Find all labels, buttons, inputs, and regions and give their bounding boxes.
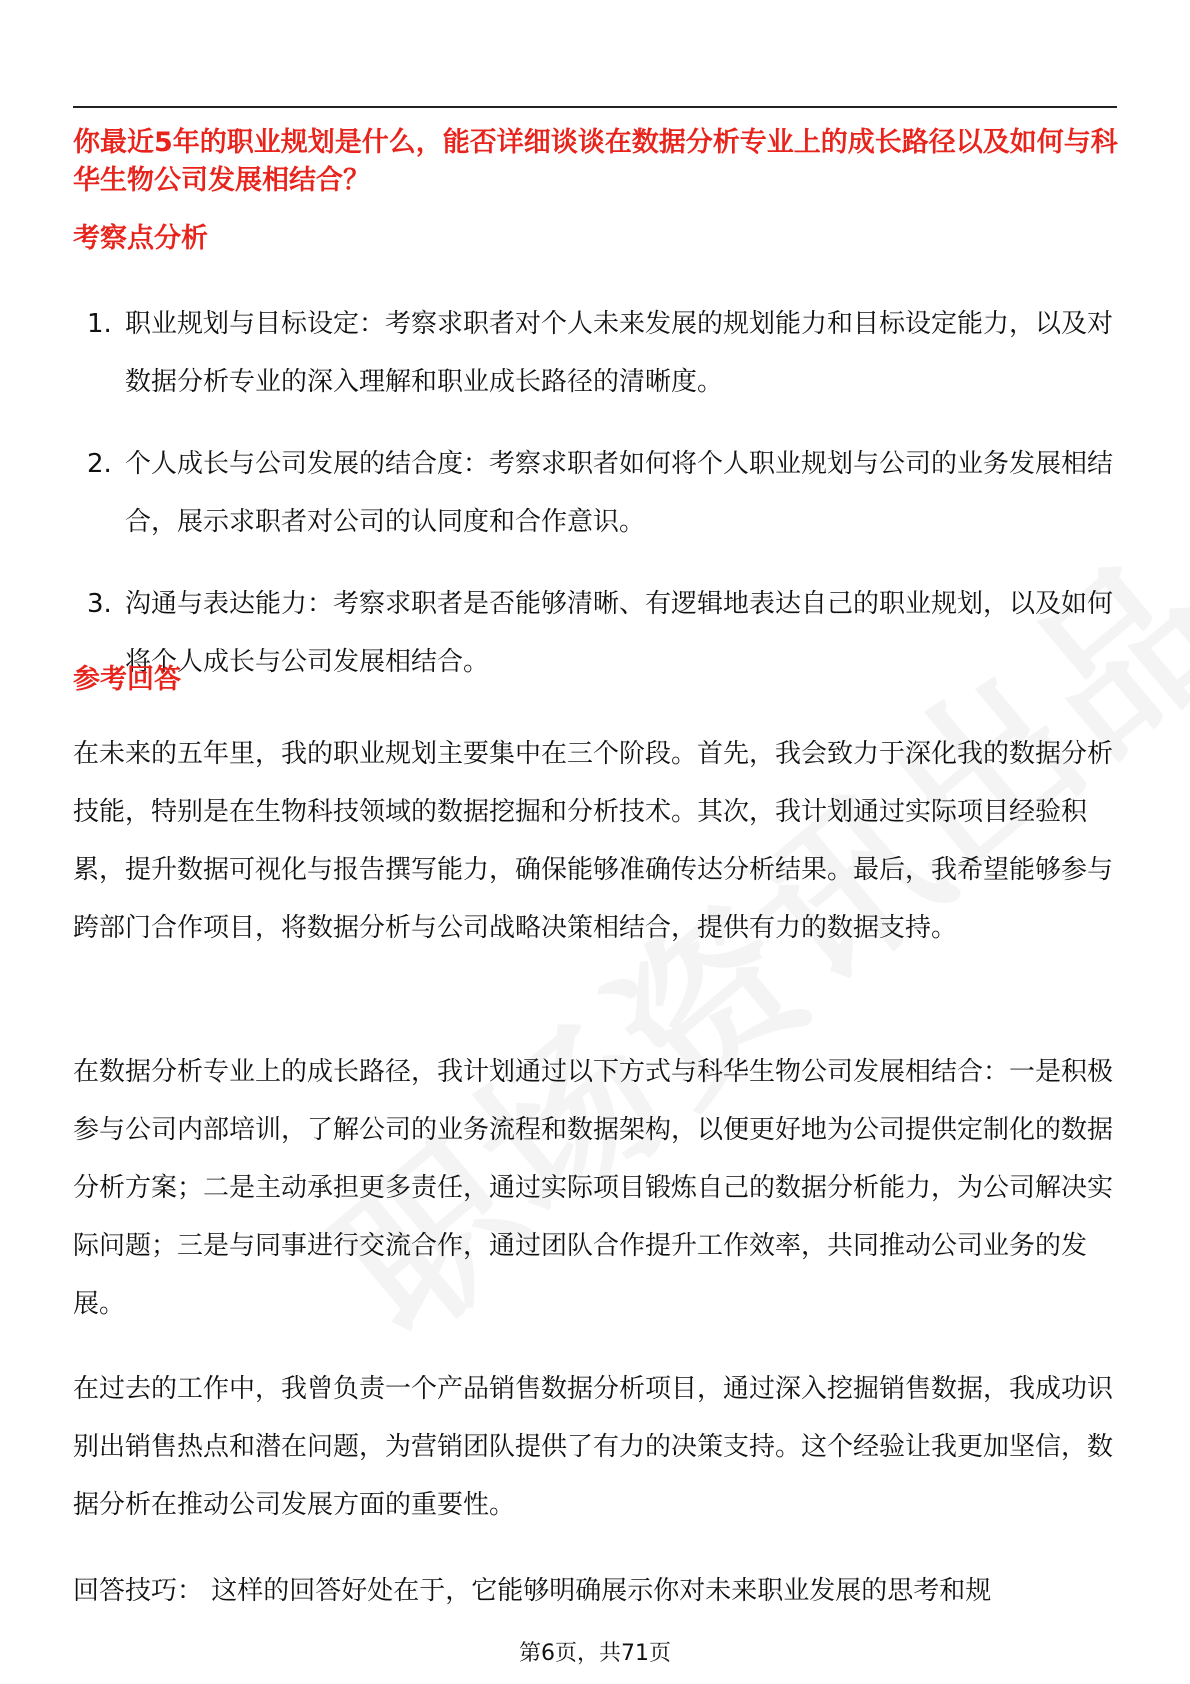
- analysis-points-list: [73, 295, 1123, 715]
- page-number: 第6页，共71页: [519, 1641, 671, 1666]
- analysis-point: [73, 435, 1113, 551]
- point-number: 3.: [87, 589, 112, 619]
- top-divider: [73, 106, 1117, 108]
- answer-paragraph: 在过去的工作中，我曾负责一个产品销售数据分析项目，通过深入挖掘销售数据，我成功识别出销售热点和潜在问题，为营销团队提供了有力的决策支持。这个经验让我更加坚信，数据分析在推动公司发展方面的重要性。: [73, 1374, 1114, 1520]
- analysis-heading: 考察点分析: [73, 223, 208, 254]
- analysis-point: [73, 295, 1113, 411]
- point-text: 职业规划与目标设定：考察求职者对个人未来发展的规划能力和目标设定能力，以及对数据分析专业的深入理解和职业成长路径的清晰度。: [125, 309, 1114, 397]
- answer-paragraph: 在未来的五年里，我的职业规划主要集中在三个阶段。首先，我会致力于深化我的数据分析技能，特别是在生物科技领域的数据挖掘和分析技术。其次，我计划通过实际项目经验积累，提升数据可视化与报告撰写能力，确保能够准确传达分析结果。最后，我希望能够参与跨部门合作项目，将数据分析与公司战略决策相结合，提供有力的数据支持。: [73, 739, 1114, 943]
- point-number: 2.: [87, 449, 112, 479]
- answer-tips-paragraph: 回答技巧： 这样的回答好处在于，它能够明确展示你对未来职业发展的思考和规: [73, 1576, 992, 1606]
- point-text: 沟通与表达能力：考察求职者是否能够清晰、有逻辑地表达自己的职业规划，以及如何将个人成长与公司发展相结合。: [125, 589, 1114, 677]
- analysis-point: [73, 575, 1113, 691]
- answer-heading: 参考回答: [73, 664, 181, 695]
- answer-paragraph: 在数据分析专业上的成长路径，我计划通过以下方式与科华生物公司发展相结合：一是积极参与公司内部培训，了解公司的业务流程和数据架构，以便更好地为公司提供定制化的数据分析方案；二是主动承担更多责任，通过实际项目锻炼自己的数据分析能力，为公司解决实际问题；三是与同事进行交流合作，通过团队合作提升工作效率，共同推动公司业务的发展。: [73, 1057, 1114, 1319]
- point-text: 个人成长与公司发展的结合度：考察求职者如何将个人职业规划与公司的业务发展相结合，展示求职者对公司的认同度和合作意识。: [125, 449, 1114, 537]
- point-number: 1.: [87, 309, 112, 339]
- question-title: 你最近5年的职业规划是什么，能否详细谈谈在数据分析专业上的成长路径以及如何与科华生物公司发展相结合？: [73, 127, 1118, 196]
